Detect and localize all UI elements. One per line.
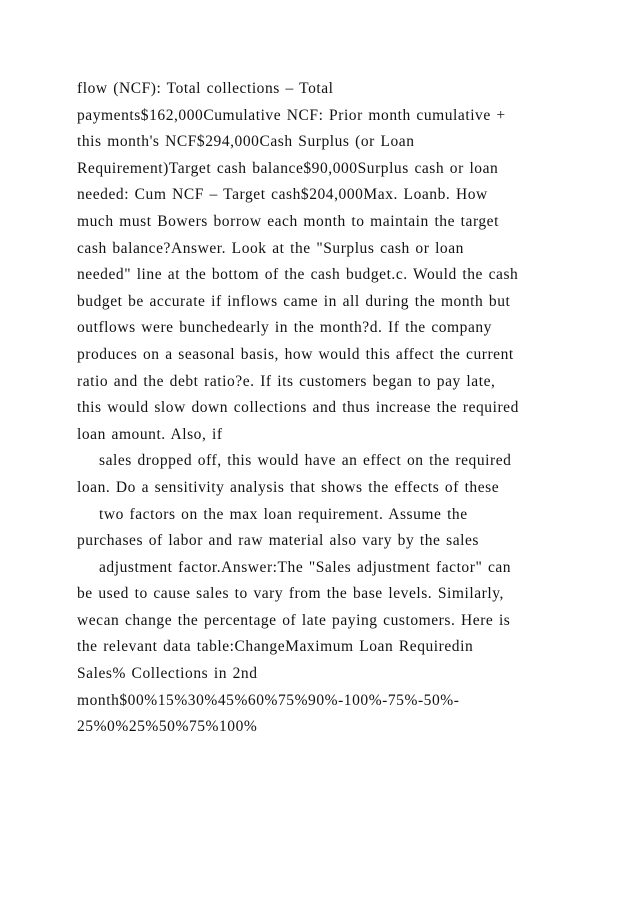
text-line: this would slow down collections and thus increase the required (77, 399, 519, 417)
text-line: sales dropped off, this would have an effect on the required (99, 452, 512, 470)
text-line: this month's NCF$294,000Cash Surplus (or Loan (77, 133, 415, 151)
document-body (77, 76, 577, 741)
text-line: much must Bowers borrow each month to maintain the target (77, 212, 499, 230)
text-line: adjustment factor.Answer:The "Sales adjustment factor" can (99, 558, 512, 576)
text-line: 25%0%25%50%75%100% (77, 718, 258, 736)
text-line: budget be accurate if inflows came in all during the month but (77, 292, 511, 310)
text-line: Requirement)Target cash balance$90,000Surplus cash or loan (77, 159, 499, 177)
text-line: cash balance?Answer. Look at the "Surplus cash or loan (77, 239, 464, 257)
text-line: the relevant data table:ChangeMaximum Loan Requiredin (77, 638, 474, 656)
text-line: loan. Do a sensitivity analysis that shows the effects of these (77, 478, 500, 496)
text-line: purchases of labor and raw material also vary by the sales (77, 532, 479, 550)
text-line: outflows were bunchedearly in the month?d. If the company (77, 319, 492, 337)
text-line: needed" line at the bottom of the cash budget.c. Would the cash (77, 266, 519, 284)
text-line: be used to cause sales to vary from the base levels. Similarly, (77, 585, 504, 603)
text-line: wecan change the percentage of late paying customers. Here is (77, 611, 511, 629)
text-line: two factors on the max loan requirement. Assume the (99, 505, 468, 523)
text-line: month$00%15%30%45%60%75%90%-100%-75%-50%- (77, 691, 460, 709)
text-line: Sales% Collections in 2nd (77, 665, 258, 683)
text-line: ratio and the debt ratio?e. If its customers began to pay late, (77, 372, 496, 390)
text-line: flow (NCF): Total collections – Total (77, 80, 334, 97)
text-line: payments$162,000Cumulative NCF: Prior month cumulative + (77, 106, 506, 124)
text-line: needed: Cum NCF – Target cash$204,000Max. Loanb. How (77, 186, 488, 204)
text-line: loan amount. Also, if (77, 425, 223, 443)
text-line: produces on a seasonal basis, how would this affect the current (77, 345, 514, 363)
